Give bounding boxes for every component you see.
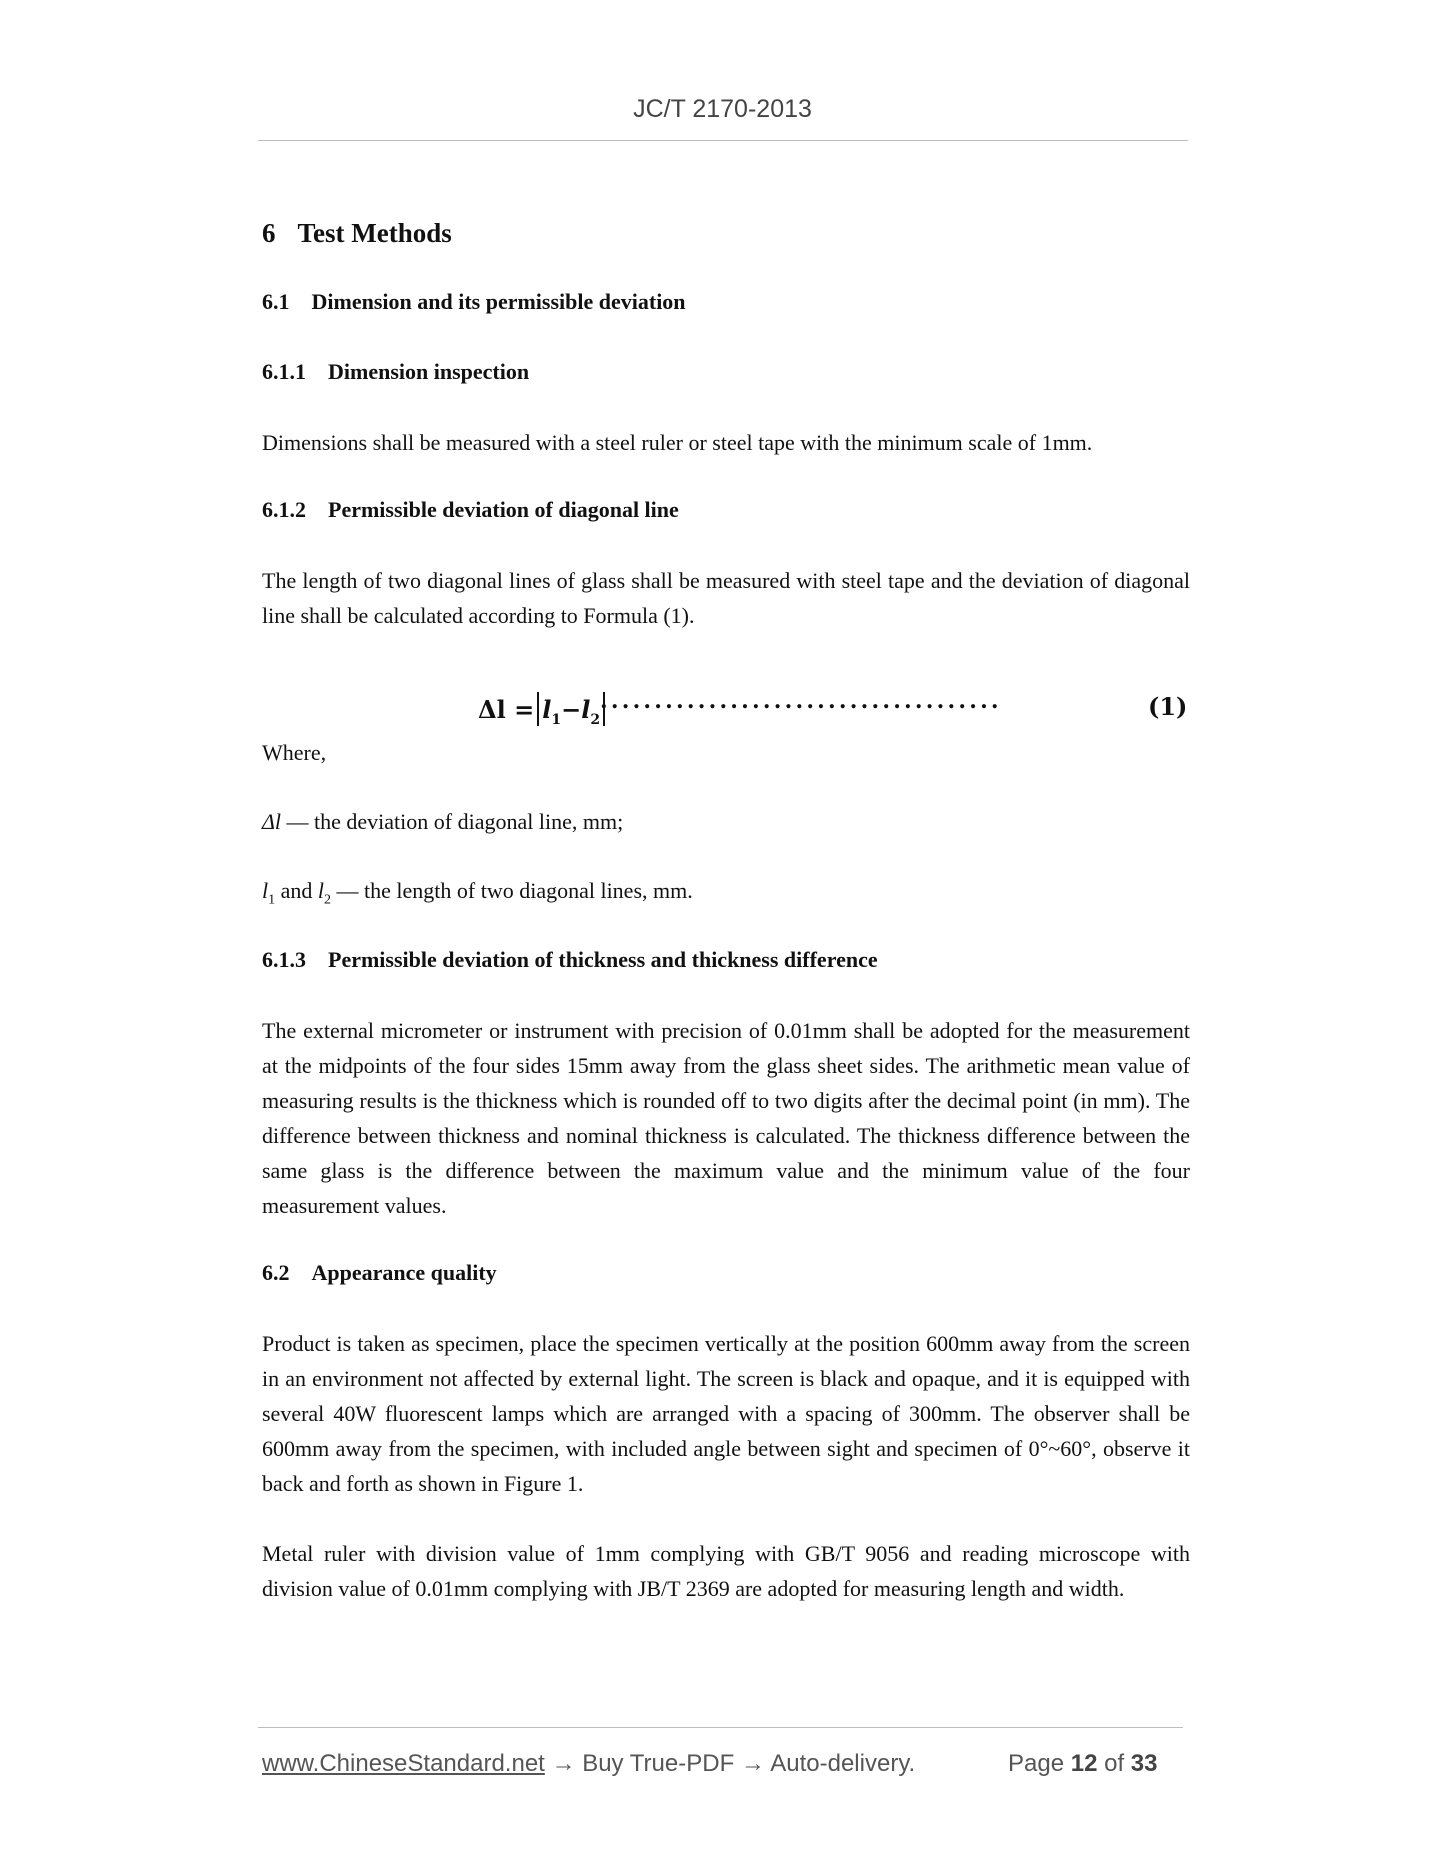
page-label: Page — [1008, 1750, 1065, 1777]
definition-l2-sub: 2 — [324, 892, 332, 908]
buy-true-pdf-text: Buy True-PDF — [582, 1750, 735, 1777]
paragraph-6-1-3: The external micrometer or instrument with precision of 0.01mm shall be adopted for the measurement at the midpoints of the four sides 15mm away from the glass sheet sides. The arithmetic mean value of measuring results is the thickness which is rounded off to two digits after the decimal point (in mm). The difference between thickness and nominal thickness is calculated. The thickness difference between the same glass is the difference between the maximum value and the minimum value of the four measurement values. — [262, 1018, 1190, 1218]
page-current: 12 — [1070, 1750, 1098, 1777]
section-6-1-2-heading — [262, 497, 679, 523]
definition-l1: l — [262, 878, 269, 903]
formula-l2-sub: 2 — [590, 711, 601, 728]
formula-equals: = — [514, 695, 535, 724]
page-of: of — [1104, 1750, 1125, 1777]
section-number: 6 — [262, 218, 276, 248]
formula-l1-sub: 1 — [551, 711, 562, 728]
definition-l1-l2 — [262, 878, 693, 908]
formula-delta-l: Δl — [478, 695, 506, 724]
formula-minus: − — [561, 695, 582, 724]
section-title: Permissible deviation of thickness and thickness difference — [328, 947, 878, 972]
formula-1 — [478, 688, 1188, 732]
definition-delta-l — [262, 809, 623, 835]
section-title: Dimension inspection — [328, 359, 530, 384]
section-number: 6.2 — [262, 1260, 290, 1285]
section-6-1-3-heading — [262, 947, 878, 973]
section-6-2-heading — [262, 1260, 497, 1286]
page-total: 33 — [1130, 1750, 1158, 1777]
definition-text: — the deviation of diagonal line, mm; — [281, 809, 624, 834]
section-title: Dimension and its permissible deviation — [311, 289, 686, 314]
footer-left — [262, 1750, 915, 1778]
section-number: 6.1 — [262, 289, 290, 314]
definition-l2: l — [317, 878, 325, 903]
abs-bar-left — [537, 692, 539, 726]
section-number: 6.1.1 — [262, 359, 306, 384]
arrow-right-icon: → — [551, 1750, 576, 1777]
definition-symbol: Δl — [262, 809, 282, 834]
section-number: 6.1.2 — [262, 497, 306, 522]
section-number: 6.1.3 — [262, 947, 306, 972]
paragraph-6-2-a: Product is taken as specimen, place the specimen vertically at the position 600mm away from the screen in an environment not affected by external light. The screen is black and opaque, and it is equipped with several 40W fluorescent lamps which are arranged with a spacing of 300mm. The observer shall be 600mm away from the specimen, with included angle between sight and specimen of 0°~60°, observe it back and forth as shown in Figure 1. — [262, 1331, 1190, 1496]
auto-delivery-text: Auto-delivery. — [770, 1750, 916, 1777]
footer-divider — [258, 1727, 1183, 1728]
page-indicator — [1008, 1750, 1158, 1778]
section-6-heading — [262, 218, 452, 249]
formula-expression — [478, 692, 608, 728]
paragraph-6-1-2: The length of two diagonal lines of glass shall be measured with steel tape and the deviation of diagonal line shall be calculated according to Formula (1). — [262, 568, 1190, 628]
definition-and: and — [275, 878, 318, 903]
section-6-1-1-heading — [262, 359, 529, 385]
header-divider — [258, 140, 1188, 141]
formula-number: (1) — [1148, 692, 1188, 721]
arrow-right-icon: → — [740, 1750, 765, 1777]
paragraph-6-1-1: Dimensions shall be measured with a steel ruler or steel tape with the minimum scale of 1mm. — [262, 430, 1093, 455]
formula-l2: l — [581, 695, 591, 724]
section-title: Appearance quality — [311, 1260, 497, 1285]
website-link[interactable]: www.ChineseStandard.net — [262, 1750, 545, 1777]
section-title: Permissible deviation of diagonal line — [328, 497, 679, 522]
where-label: Where, — [262, 740, 327, 765]
formula-l1: l — [542, 695, 552, 724]
formula-leader-dots: ..................................... — [600, 688, 1002, 714]
definition-l1-sub: 1 — [268, 892, 276, 908]
section-6-1-heading — [262, 289, 686, 315]
paragraph-6-2-b: Metal ruler with division value of 1mm complying with GB/T 9056 and reading microscope with division value of 0.01mm complying with JB/T 2369 are adopted for measuring length and width. — [262, 1541, 1190, 1601]
page-header-title: JC/T 2170-2013 — [633, 95, 812, 123]
section-title: Test Methods — [297, 218, 452, 248]
definition-text: — the length of two diagonal lines, mm. — [331, 878, 693, 903]
